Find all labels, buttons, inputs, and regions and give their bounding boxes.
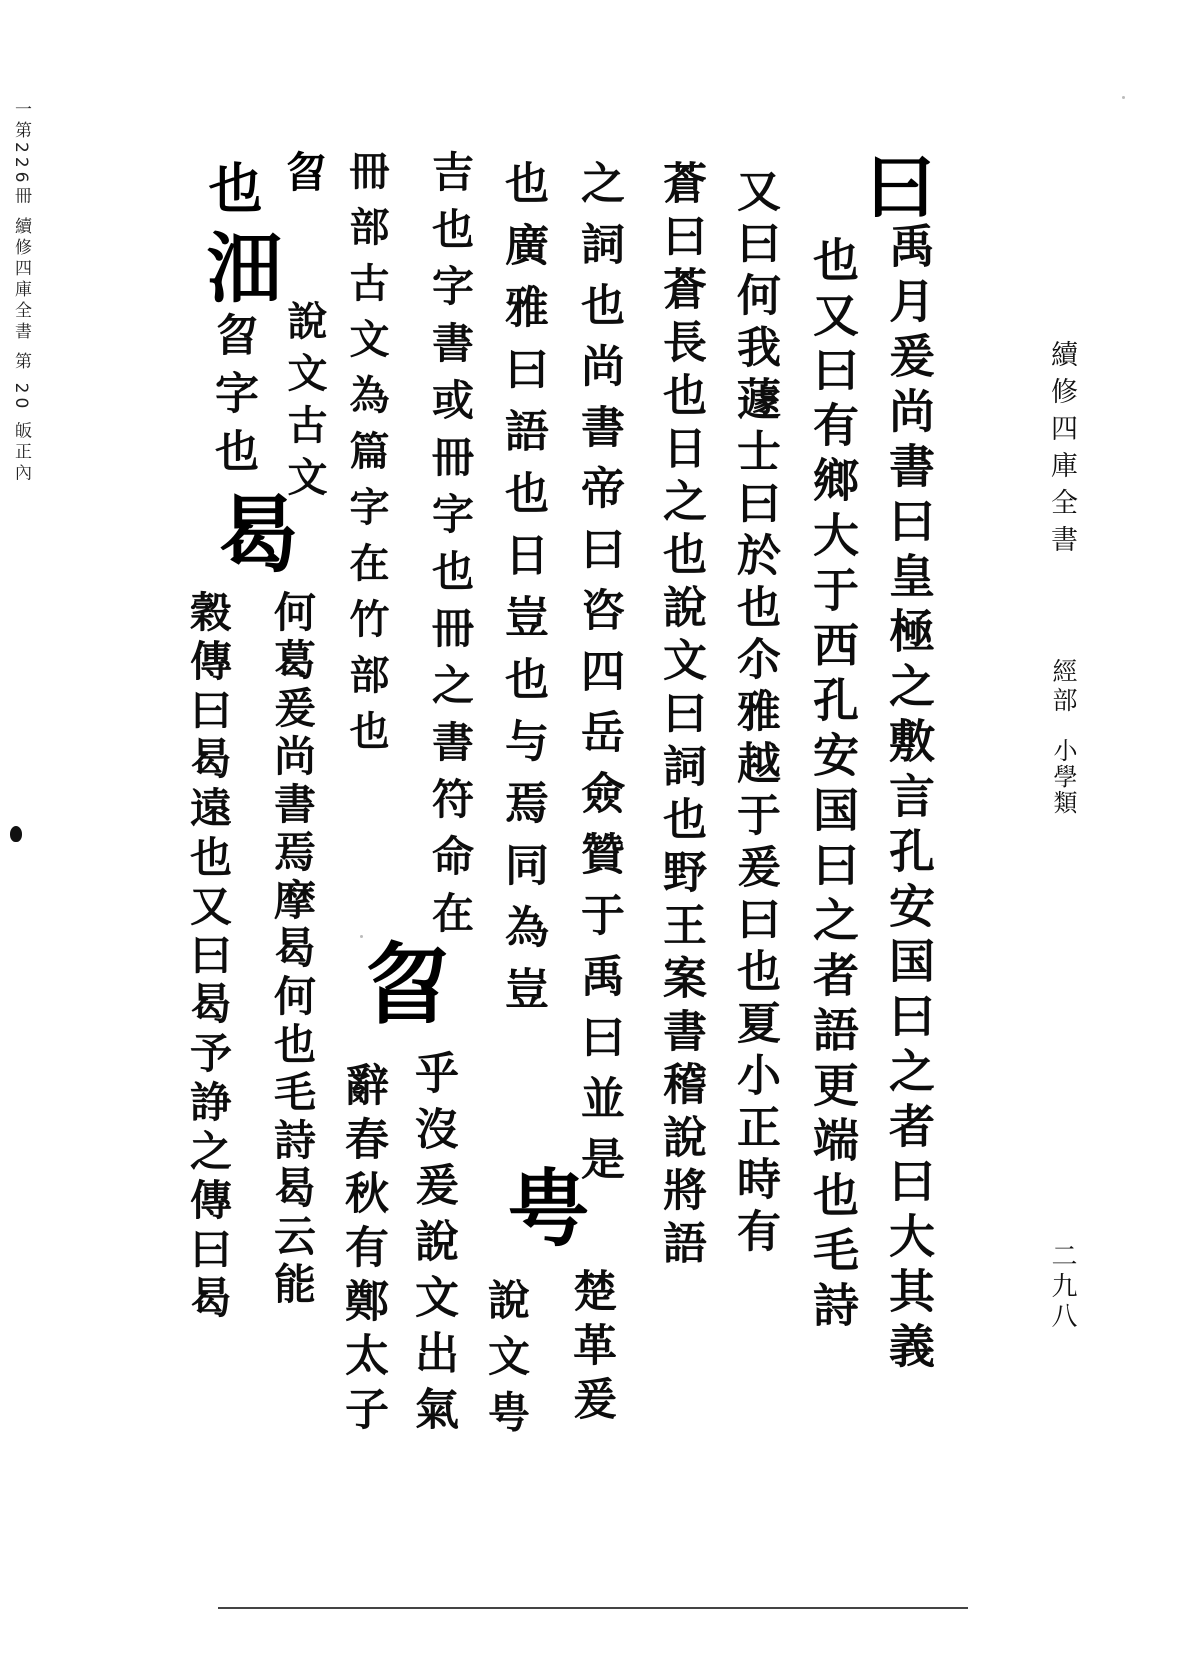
margin-folio-number: 二九八 [1047, 1242, 1077, 1332]
binding-hole-mark [10, 826, 22, 842]
text-column-9-small: 說文古文 [281, 300, 328, 508]
text-column-5: 之詞也尚書帝曰咨四岳僉贊于禹曰並是 [573, 160, 624, 1197]
scan-speck [1122, 96, 1125, 99]
text-column-10: 曶字也 [207, 312, 258, 486]
text-column-7: 吉也字書或冊字也冊之書符命在 [426, 150, 475, 948]
text-column-4: 蒼曰蒼長也日之也說文曰詞也野王案書稽說將語 [655, 160, 706, 1273]
headword-ping: 甹 [494, 1165, 589, 1247]
headword-tian: 沺 [194, 228, 283, 304]
headword-ye: 也 [200, 160, 263, 214]
margin-subsection: 小學類 [1049, 738, 1077, 816]
text-column-6-tail: 說文甹 [482, 1278, 531, 1446]
text-column-7-tail: 乎沒爰說文出氣 [407, 1050, 458, 1442]
text-column-2: 也又曰有鄉大于西孔安国曰之者語更端也毛詩 [806, 236, 860, 1336]
text-column-3: 又曰何我蘧士曰於也尒雅越于爰曰也夏小正時有 [729, 168, 780, 1260]
text-column-1: 禹月爰尚書曰皇極之敷言孔安国曰之者曰大其義 [882, 222, 936, 1377]
binding-strip-text: 一第226冊 續修四庫全書 第 20 皈正內 [11, 100, 31, 485]
headword-yue: 曰 [854, 150, 936, 220]
headword-he: 曷 [204, 492, 299, 574]
text-column-10-tail: 穀傳曰曷遠也又曰曷予諍之傳曰曷 [184, 590, 233, 1325]
margin-section: 經部 [1049, 658, 1078, 716]
text-column-6: 也廣雅曰語也日豈也与焉同為豈 [497, 160, 548, 1028]
text-column-8-tail: 辭春秋有鄭太子 [337, 1062, 388, 1440]
text-column-9-tail: 何葛爰尚書焉摩曷何也毛詩曷云能 [268, 590, 317, 1310]
text-column-5-tail: 楚革爰 [565, 1268, 616, 1430]
margin-series-title: 續修四庫全書 [1046, 340, 1077, 562]
headword-hu: 曶 [349, 938, 452, 1026]
bottom-rule [218, 1607, 968, 1609]
text-column-8: 冊部古文為篇字在竹部也 [343, 150, 390, 766]
scan-speck [360, 935, 363, 938]
headword-hu-top: 曶 [279, 150, 328, 192]
